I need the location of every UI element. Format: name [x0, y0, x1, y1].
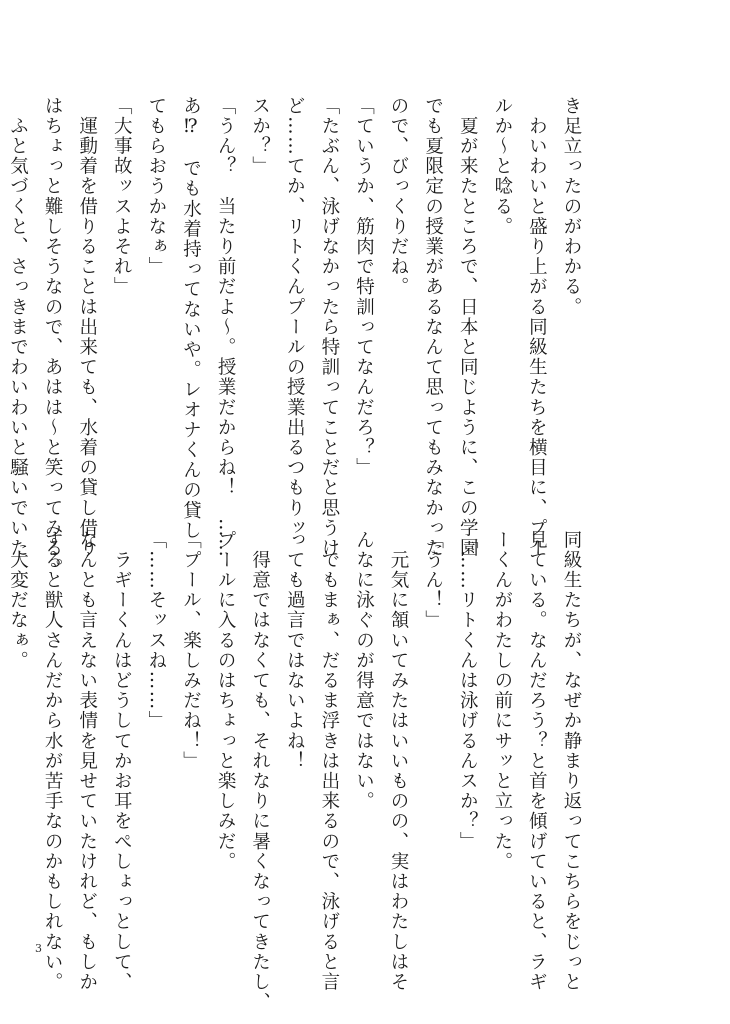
text-line: 「……そッスね……」	[145, 530, 167, 731]
text-line: 運動着を借りることは出来ても、水着の貸し借り	[76, 96, 98, 559]
text-line: でもまぁ、だるま浮きは出来るので、泳げると言	[318, 530, 340, 993]
text-line: スか？」	[249, 96, 271, 177]
text-line: 「……リトくんは泳げるんスか？」	[457, 530, 479, 852]
text-line: なんとも言えない表情を見せていたけれど、もしか	[76, 530, 98, 993]
text-line: 大変だなぁ。	[7, 530, 29, 671]
text-line: ーくんがわたしの前にサッと立った。	[491, 530, 513, 872]
text-line: 見ている。なんだろう？と首を傾げていると、ラギ	[526, 530, 548, 993]
text-line: っても過言ではないよね！	[284, 530, 306, 772]
text-line: すると獣人さんだから水が苦手なのかもしれない。	[42, 530, 64, 993]
text-line: ふと気づくと、さっきまでわいわいと騒いでいた	[7, 96, 29, 559]
text-line: ラギーくんはどうしてかお耳をぺしょっとして、	[111, 530, 133, 993]
text-line: てもらおうかなぁ」	[145, 96, 167, 277]
text-line: 得意ではなくても、それなりに暑くなってきたし、	[249, 530, 271, 1013]
text-line: 同級生たちが、なぜか静まり返ってこちらをじっと	[561, 530, 582, 993]
text-line: 「うん！」	[422, 530, 444, 631]
text-line: でも夏限定の授業があるなんて思ってもみなかった	[422, 96, 444, 559]
text-line: 夏が来たところで、日本と同じように、この学園	[457, 96, 479, 559]
lower-text-block	[7, 530, 588, 1013]
text-line: んなに泳ぐのが得意ではない。	[353, 530, 375, 812]
page-number: 3	[35, 942, 42, 955]
text-line: 「ていうか、筋肉で特訓ってなんだろ？」	[353, 96, 375, 478]
text-line: ルか〜と唸る。	[491, 96, 513, 237]
text-line: き足立ったのがわかる。	[561, 96, 582, 318]
text-line: わいわいと盛り上がる同級生たちを横目に、プー	[526, 96, 548, 559]
text-line: ので、びっくりだね。	[388, 96, 410, 297]
text-line: 「たぶん、泳げなかったら特訓ってことだと思うけ	[318, 96, 340, 559]
upper-text-block	[7, 96, 588, 579]
text-line: 「プール、楽しみだね！」	[180, 530, 202, 772]
text-line: プールに入るのはちょっと楽しみだ。	[215, 530, 237, 872]
text-line: 元気に頷いてみたはいいものの、実はわたしはそ	[388, 530, 410, 993]
text-line: あ⁉ でも水着持ってないや。レオナくんの貸し	[180, 96, 202, 541]
text-line: 「大事故ッスよそれ」	[111, 96, 133, 297]
text-line: 「うん？ 当たり前だよ〜。授業だからね！ ……	[215, 96, 237, 559]
text-line: ど……てか、リトくんプールの授業出るつもりッ	[284, 96, 306, 539]
text-line: はちょっと難しそうなので、あはは〜と笑ってみる。	[42, 96, 64, 579]
